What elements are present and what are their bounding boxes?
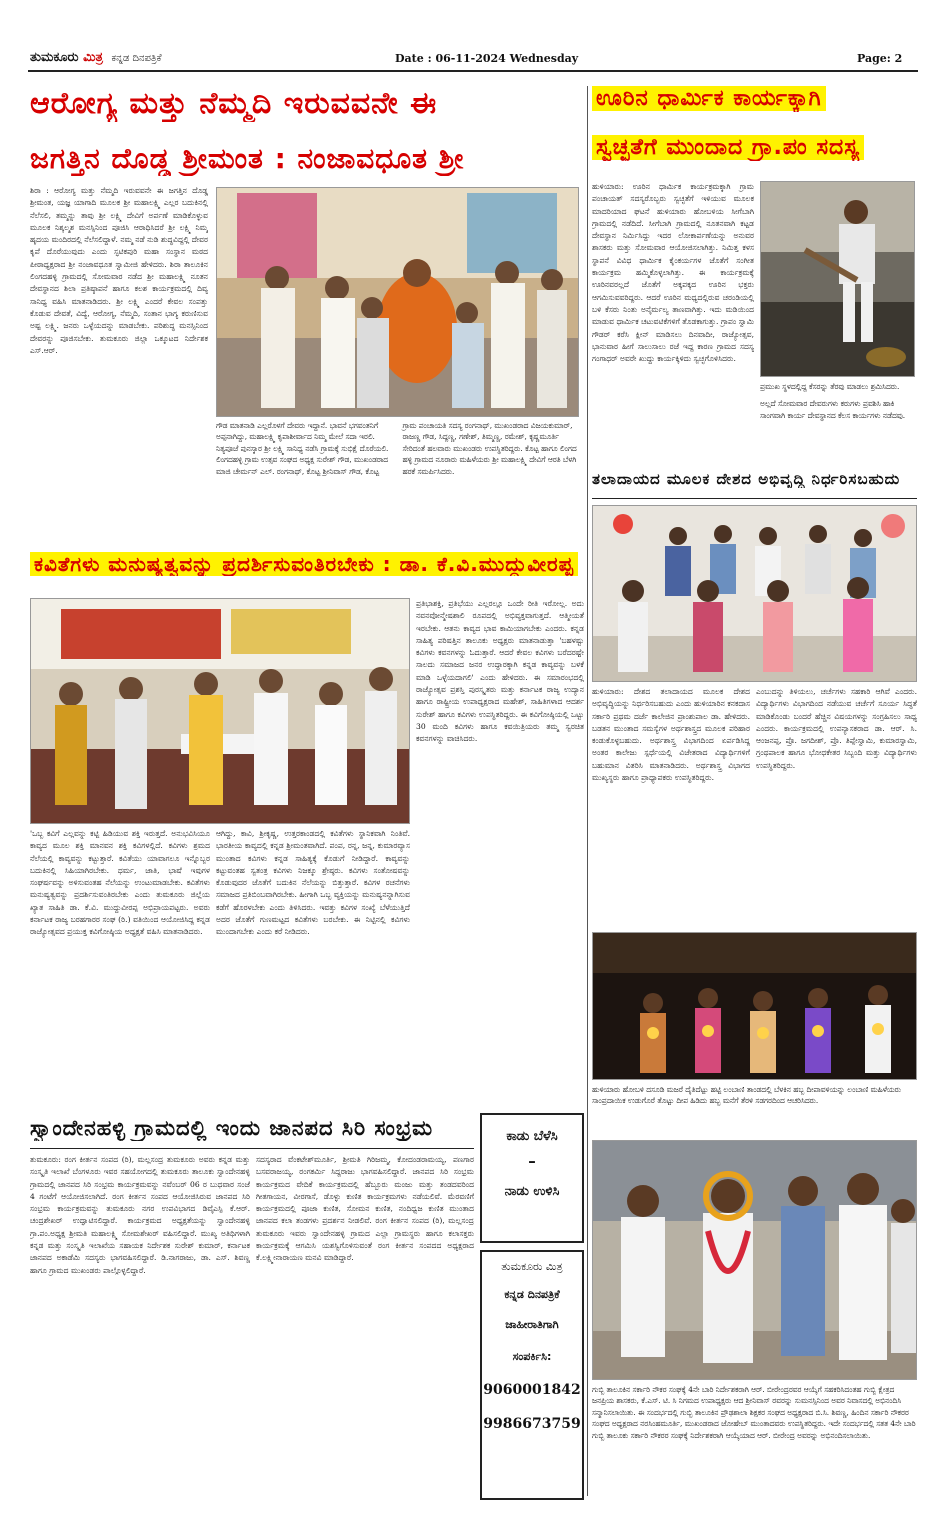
article2-headline-line1-text: ಊರಿನ ಧಾರ್ಮಿಕ ಕಾರ್ಯಕ್ಕಾಗಿ	[592, 86, 826, 111]
slogan-line2: ನಾಡು ಉಳಿಸಿ	[504, 1184, 560, 1199]
ad-phone-2[interactable]: 9986673759	[483, 1416, 581, 1432]
article2-photo-image	[761, 182, 915, 377]
article5-body-col1: ತುಮಕೂರು: ರಂಗ ಕೀರ್ತನ ಸಂಪದ (ರಿ), ಮಲ್ಲಸಂದ್ರ ತುಮಕೂರು ಅವರು ಕನ್ನಡ ಮತ್ತು ಸಂಸ್ಕೃತಿ ಇಲಾಖೆ ಬೆಂಗಳೂರು ಇವರ ಸಹಯೋಗದಲ್ಲಿ ತುಮಕೂರು ತಾಲೂಕು ಸ್ವಾಂದೇನಹಳ್ಳಿ ಗ್ರಾಮದಲ್ಲಿ ಜಾನಪದ ಸಿರಿ ಸಂಭ್ರಮ ಕಾರ್ಯಕ್ರಮವನ್ನು ನವೆಂಬರ್ 06 ರ ಬುಧವಾರ ಸಂಜೆ 4 ಗಂಟೆಗೆ ಆಯೋಜಿಸಲಾಗಿದೆ. ರಂಗ ಕೀರ್ತನ ಸಂಪದ ಆಯೋಜಿಸಿರುವ ಜಾನಪದ ಸಿರಿ ಸಂಭ್ರಮ ಕಾರ್ಯಕ್ರಮವನ್ನು ತುಮಕೂರು ನಗರ ಉಪವಿಭಾಗದ ಡಿವೈಎಸ್ಪಿ ಕೆ.ಆರ್. ಚಂದ್ರಶೇಖರ್ ಉದ್ಘಾಟಿಸಲಿದ್ದಾರೆ. ಕಾರ್ಯಕ್ರಮದ ಅಧ್ಯಕ್ಷತೆಯನ್ನು ಸ್ವಾಂದೇನಹಳ್ಳಿ ಗ್ರಾ.ಪಂ.ಅಧ್ಯಕ್ಷ ಶ್ರೀಮತಿ ಮಹಾಲಕ್ಷ್ಮಿ ಸೋಮಶೇಖರ್ ವಹಿಸಲಿದ್ದಾರೆ. ಮುಖ್ಯ ಅತಿಥಿಗಳಾಗಿ ಕನ್ನಡ ಮತ್ತು ಸಂಸ್ಕೃತಿ ಇಲಾಖೆಯ ಸಹಾಯಕ ನಿರ್ದೇಶಕ ಸುರೇಶ್ ಕುಮಾರ್, ಕರ್ನಾಟಕ ಜಾನಪದ ಅಕಾಡೆಮಿ ಸದಸ್ಯರು ಭಾಗವಹಿಸಲಿದ್ದಾರೆ. ಡಿ.ನಾಗರಾಜು, ಡಾ. ಎಸ್. ಶಿವಣ್ಣ ಹಾಗೂ ಗ್ರಾಮದ ಮುಖಂಡರು ಪಾಲ್ಗೊಳ್ಳಲಿದ್ದಾರೆ.	[30, 1155, 250, 1275]
article2-body-continued: ಅಲ್ಲದೆ ಸೋಮವಾರ ದೇವರುಗಳು ಕರುಗಳು ಪ್ರವಶಿಸಿ ಹಾಕಿ ಸಾಂಗವಾಗಿ ಕಾರ್ಯ ದೇವಸ್ಥಾನದ ಕೆಲಸ ಕಾರ್ಯಗಳು ನಡೆದವು.	[760, 399, 906, 420]
article7-photo-image	[593, 1141, 917, 1380]
article2-headline-line1	[592, 86, 917, 112]
article4-body-mid: ಆಗಿದ್ದು, ಕಾವಿ, ಶ್ರೀಕೃಷ್ಣ, ಉತ್ತರಕಾಂಡದಲ್ಲಿ ಕವಿತೆಗಳು ಸ್ಥಾನಿಕವಾಗಿ ನಿಂತಿವೆ. ಭಾರತೀಯ ಕಾವ್ಯದಲ್ಲಿ ಕನ್ನಡ ಶ್ರೀಮಂತವಾಗಿದೆ. ಪಂಪ, ರನ್ನ, ಜನ್ನ, ಕುಮಾರವ್ಯಾಸ ಮುಂತಾದ ಕವಿಗಳು ಕನ್ನಡ ಸಾಹಿತ್ಯಕ್ಕೆ ಕೊಡುಗೆ ನೀಡಿದ್ದಾರೆ. ಕಾವ್ಯವನ್ನು ಕಟ್ಟುವಂತಹ ಸ್ವತಂತ್ರ ಕವಿಗಳು ನಿಜಕ್ಕೂ ಶ್ರೇಷ್ಠರು. ಕವಿಗಳು ಸಂತೋಷವನ್ನು ಕೊಡುವುದರ ಜೊತೆಗೆ ಬದುಕಿನ ನೆಲೆಯನ್ನು ಬಿತ್ತುತ್ತಾರೆ. ಕವಿಗಳ ರಚನೆಗಳು ಸಮಾಜದ ಪ್ರತಿಬಿಂಬವಾಗಿರಬೇಕು. ಹೀಗಾಗಿ ಒಬ್ಬ ವ್ಯಕ್ತಿಯನ್ನು ಮನುಷ್ಯನನ್ನಾಗಿಸುವ ಕಡೆಗೆ ಹೊರಳಬೇಕು ಎಂದು ತಿಳಿಸಿದರು. ಇವತ್ತು ಕವಿಗಳ ಸಂಖ್ಯೆ ಬೆಳೆಯುತ್ತಿದೆ ಅದರ ಜೊತೆಗೆ ಗುಣಮಟ್ಟದ ಕವಿತೆಗಳು ಬರಬೇಕು. ಈ ನಿಟ್ಟಿನಲ್ಲಿ ಕವಿಗಳು ಮುಂದಾಗಬೇಕು ಎಂದು ಕರೆ ನೀಡಿದರು.	[216, 829, 410, 937]
article1-photo	[216, 187, 579, 417]
article2-caption-text: ಪ್ರಮುಖ ಸ್ಥಳದಲ್ಲಿದ್ದ ಕೆಸರನ್ನು ತೆರವು ಮಾಡಲು ಶ್ರಮಿಸಿದರು.	[760, 382, 900, 391]
article2-photo	[760, 181, 915, 377]
masthead-logo	[30, 50, 162, 65]
article5-body-col2: ಸದಸ್ಯರಾದ ವೆಂಕಟೇಶ್‌ಮೂರ್ತಿ, ಶ್ರೀಮತಿ ಗಿರಿಜಮ್ಮ, ಕೋದಂಡರಾಮಯ್ಯ, ಪಣಗಾರ ಬಸವರಾಜಯ್ಯ, ರಂಗಕರ್ಮಿ ಸಿದ್ದರಾಜು ಭಾಗವಹಿಸಲಿದ್ದಾರೆ. ಜಾನಪದ ಸಿರಿ ಸಂಭ್ರಮ ಕಾರ್ಯಕ್ರಮದ ವೇದಿಕೆ ಕಾರ್ಯಕ್ರಮದಲ್ಲಿ ಹೆಬ್ಬೂರು ಮಂಜು ಮತ್ತು ತಂಡದವರಿಂದ ಗೀತಗಾಯನ, ವೀರಗಾಸೆ, ಡೊಳ್ಳು ಕುಣಿತ ಕಾರ್ಯಕ್ರಮಗಳು ನಡೆಯಲಿವೆ. ಮೆರವಣಿಗೆ ಕಾರ್ಯಕ್ರಮದಲ್ಲಿ ಪೂಜಾ ಕುಣಿತ, ಸೋಮನ ಕುಣಿತ, ನಂದಿಧ್ವಜ ಕುಣಿತ ಮುಂತಾದ ಜಾನಪದ ಕಲಾ ತಂಡಗಳು ಪ್ರದರ್ಶನ ನೀಡಲಿವೆ. ರಂಗ ಕೀರ್ತನ ಸಂಪದ (ರಿ), ಮಲ್ಲಸಂದ್ರ ತುಮಕೂರು ಇವರು ಸ್ವಾಂದೇನಹಳ್ಳಿ ಗ್ರಾಮದ ಎಲ್ಲಾ ಗ್ರಾಮಸ್ಥರು ಹಾಗೂ ಕಲಾಸಕ್ತರು ಕಾರ್ಯಕ್ರಮಕ್ಕೆ ಆಗಮಿಸಿ ಯಶಸ್ವಿಗೊಳಿಸುವಂತೆ ರಂಗ ಕೀರ್ತನ ಸಂಪದದ ಅಧ್ಯಕ್ಷರಾದ ಕೆ.ಲಕ್ಷ್ಮೀನಾರಾಯಣ ಮನವಿ ಮಾಡಿದ್ದಾರೆ.	[256, 1155, 474, 1263]
issue-date: Date : 06-11-2024 Wednesday	[395, 52, 579, 65]
slogan-box	[480, 1113, 584, 1243]
ad-paper-subtitle: ಕನ್ನಡ ದಿನಪತ್ರಿಕೆ	[504, 1288, 560, 1301]
article6-photo-image	[593, 933, 917, 1080]
advertisement-box	[480, 1250, 584, 1500]
article6-photo	[592, 932, 917, 1080]
article4-body-left: 'ಒಬ್ಬ ಕವಿಗೆ ಎಲ್ಲವನ್ನು ಕಟ್ಟಿ ಹಿಡಿಯುವ ಶಕ್ತಿ ಇರುತ್ತದೆ. ಅನುಭವಿಸಿಯೂ ಕಾವ್ಯದ ಮೂಲ ಶಕ್ತಿ ಮಾನವನ ಶಕ್ತಿ ಕವಿಗಳಲ್ಲಿದೆ. ಕವಿಗಳು ಶ್ರಮದ ನೆಲೆಯಲ್ಲಿ ಕಾವ್ಯವನ್ನು ಕಟ್ಟುತ್ತಾರೆ. ಕವಿತೆಯು ಯಾವಾಗಲೂ ಇನ್ನೊಬ್ಬರ ಬದುಕಿನಲ್ಲಿ ಸಿಹಿಯಾಗಿರಬೇಕು. ಧರ್ಮ, ಜಾತಿ, ಭಾಷೆ ಇವುಗಳ ಸಂಘರ್ಷವನ್ನು ಅಳಿಸುವಂತಹ ನೆಲೆಯನ್ನು ಉಂಟುಮಾಡಬೇಕು. ಕವಿತೆಗಳು ಮನುಷ್ಯತ್ವವನ್ನು ಪ್ರದರ್ಶಿಸುವಂತಿರಬೇಕು ಎಂದು ತುಮಕೂರು ಜಿಲ್ಲೆಯ ಖ್ಯಾತ ಸಾಹಿತಿ ಡಾ. ಕೆ.ವಿ. ಮುದ್ದುವೀರಪ್ಪ ಅಭಿಪ್ರಾಯಪಟ್ಟರು. ಅವರು ಕರ್ನಾಟಕ ರಾಜ್ಯ ಬರಹಗಾರರ ಸಂಘ (ರಿ.) ವತಿಯಿಂದ ಆಯೋಜಿಸಿದ್ದ ಕನ್ನಡ ರಾಜ್ಯೋತ್ಸವದ ಪ್ರಯುಕ್ತ ಕವಿಗೋಷ್ಠಿಯ ಅಧ್ಯಕ್ಷತೆ ವಹಿಸಿ ಮಾತನಾಡಿದರು.	[30, 829, 210, 937]
article2-body: ಹುಳಿಯಾರು: ಊರಿನ ಧಾರ್ಮಿಕ ಕಾರ್ಯಕ್ರಮಕ್ಕಾಗಿ ಗ್ರಾಮ ಪಂಚಾಯತ್ ಸದಸ್ಯರೊಬ್ಬರು ಸ್ವಚ್ಛತೆಗೆ ಇಳಿಯುವ ಮೂಲಕ ಮಾದರಿಯಾದ ಘಟನೆ ಹುಳಿಯಾರು ಹೋಬಳಿಯ ಸೀಗೆಬಾಗಿ ಗ್ರಾಮದಲ್ಲಿ ನಡೆದಿದೆ. ಸೀಗೆಬಾಗಿ ಗ್ರಾಮದಲ್ಲಿ ನೂತನವಾಗಿ ಕಟ್ಟಡ ದೇವಸ್ಥಾನ ನಿರ್ಮಿಸಿದ್ದು ಇದರ ಲೋಕಾರ್ಪಣೆಯನ್ನು ಅನುವರ ಶಾಸಕರು ಮತ್ತು ಸೋಮವಾರ ಆಯೋಜಿಸಲಾಗಿತ್ತು. ನಿಮಿತ್ತ ಕಳಸ ಸ್ಥಾಪನೆ ವಿವಿಧ ಧಾರ್ಮಿಕ ಕೈಂಕರ್ಯಗಳ ಜೊತೆಗೆ ಸಂಗೀತ ಕಾರ್ಯಕ್ರಮ ಹಮ್ಮಿಕೊಳ್ಳಲಾಗಿತ್ತು. ಈ ಕಾರ್ಯಕ್ರಮಕ್ಕೆ ಊರಿನವರಲ್ಲದೆ ಜೊತೆಗೆ ಅಕ್ಕಪಕ್ಕದ ಊರಿನ ಭಕ್ತರು ಆಗಮಿಸುವವರಿದ್ದರು. ಆದರೆ ಊರಿನ ಮಧ್ಯದಲ್ಲಿರುವ ಚರಂಡಿಯಲ್ಲಿ ಬಳಿ ಕೆಸರು ನಿಂತು ಅನೈರ್ಮಲ್ಯ ತಾಣವಾಗಿತ್ತು. ಇದು ಮಡಿಯಿಂದ ಮಾಡುವ ಧಾರ್ಮಿಕ ಚಟುವಟಿಕೆಗಳಿಗೆ ತೊಡಕಾಗುತ್ತು. ಗ್ರಾಪಂ ಸ್ವಾಮಿ ಗೌಡರ್ ಕರೆಸಿ ಕ್ಲೀನ್ ಮಾಡಿಸಲು ದಿನವಾದೀ, ರಾಜ್ಯೋತ್ಸವ, ಭಾನುವಾರ ಹೀಗೆ ಸಾಲುಸಾಲು ರಜೆ ಇದ್ದ ಕಾರಣ ಗ್ರಾಮದ ಸದಸ್ಯ ಗಂಗಾಧರ್ ಅವರೇ ಖುದ್ದು ಕಾರ್ಯಕ್ಕಿಳಿದು ಸ್ವಚ್ಛಗೊಳಿಸಿದರು.	[592, 182, 754, 364]
ad-contact: ಸಂಪರ್ಕಿಸಿ:	[512, 1350, 552, 1363]
article1-caption: ಗೌಡ ಮಾತನಾಡಿ ಎಲ್ಲರೊಳಗೆ ದೇವರು ಇದ್ದಾನೆ. ಭಾವನೆ ಭಗವಂತನಿಗೆ ಅಪ್ಪನಾಗಿದ್ದು, ಮಹಾಲಕ್ಷ್ಮಿ ಕೃಪಾಶೀರ್ವಾದ ನಿಮ್ಮ ಮೇಲೆ ಸದಾ ಇರಲಿ. ನಿತ್ಯಪೂಜೆ ಪುನಸ್ಕಾರ ಶ್ರೀ ಲಕ್ಷ್ಮಿ ಸಾನಿಧ್ಯ ನಡೆಸಿ ಗ್ರಾಮಕ್ಕೆ ಸುಭಿಕ್ಷೆ ದೊರೆಯಲಿ. ಲಿಂಗದಹಳ್ಳಿ ಗ್ರಾಮ ಉತ್ಸವ ಸಂಘದ ಅಧ್ಯಕ್ಷ ಸುರೇಶ್ ಗೌಡ, ಮುಖಂಡರಾದ ಮಾಜಿ ಚೇರ್ಮನ್ ಎಲ್. ರಂಗನಾಥ್, ಕೊಟ್ಟ ಶ್ರೀನಿವಾಸ್ ಗೌಡ, ಕೊಟ್ಟ ಗ್ರಾಮ ಪಂಚಾಯತಿ ಸದಸ್ಯ ರಂಗನಾಥ್, ಮುಖಂಡರಾದ ವಿಜಯಕುಮಾರ್, ರಾಜಣ್ಣ ಗೌಡ, ಸಿದ್ದಣ್ಣ, ಗಣೇಶ್, ತಿಮ್ಮಣ್ಣ, ರಮೇಶ್, ಕೃಷ್ಣಮೂರ್ತಿ ಸೇರಿದಂತೆ ಹಲವಾರು ಮುಖಂಡರು ಉಪಸ್ಥಿತರಿದ್ದರು. ಕೊಟ್ಟ ಹಾಗೂ ಲಿಂಗದ ಹಳ್ಳಿ ಗ್ರಾಮದ ನೂರಾರು ಮಹಿಳೆಯರು ಶ್ರೀ ಮಹಾಲಕ್ಷ್ಮಿ ದೇವಿಗೆ ಆರತಿ ಬೆಳಗಿ ಹರಕೆ ಸಮರ್ಪಿಸಿದರು.	[216, 421, 577, 476]
article5-headline: ಸ್ವಾಂದೇನಹಳ್ಳಿ ಗ್ರಾಮದಲ್ಲಿ ಇಂದು ಜಾನಪದ ಸಿರಿ ಸಂಭ್ರಮ	[30, 1116, 434, 1140]
article6-caption: ಹುಳಿಯಾರು ಹೋಬಳಿ ದಸೂಡಿ ಮಜರೆ ದೈತಿದೆಟ್ಟು ಹಟ್ಟಿ ಲಂಬಾಣಿ ತಾಂಡದಲ್ಲಿ ಬೆಳಕಿನ ಹಬ್ಬ ದೀಪಾವಳಿಯನ್ನು ಲಂಬಾಣಿ ಮಹಿಳೆಯರು ಸಾಂಪ್ರದಾಯಿಕ ಉಡುಗೊರೆ ತೊಟ್ಟು ದೀಪ ಹಿಡಿದು ಹಬ್ಬ ಮನೆಗೆ ತೆರಳಿ ಸಡಗರದಿಂದ ಆಚರಿಸಿದರು.	[592, 1085, 901, 1106]
logo-subtitle: ಕನ್ನಡ ದಿನಪತ್ರಿಕೆ	[111, 53, 162, 64]
article3-body-col2: ಎಂಬುದನ್ನು ತಿಳಿಯಲು, ಚರ್ಚೆಗಳು ಸಹಕಾರಿ ಆಗಿವೆ ಎಂದರು. ವಿದ್ಯಾರ್ಥಿಗಳು ವಿಭಾಗದಿಂದ ನಡೆಯುವ ಚರ್ಚೆಗೆ ಸೂರ್ಯ ಸಿದ್ಧತೆ ಮಾಡಿಕೊಂಡು ಬಂದರೆ ಹೆಚ್ಚಿನ ವಿಷಯಗಳನ್ನು ಸಂಗ್ರಹಿಸಲು ಸಾಧ್ಯ ಎಂದರು. ಕಾರ್ಯಕ್ರಮದಲ್ಲಿ ಉಪನ್ಯಾಸಕರಾದ ಡಾ. ಆರ್. ಸಿ. ಆಂಜನಪ್ಪ, ಪ್ರೊ. ಜಗದೀಶ್, ಪ್ರೊ. ತಿಪ್ಪೇಸ್ವಾಮಿ, ಕುಮಾರಸ್ವಾಮಿ, ಗ್ರಂಥಪಾಲಕ ಹಾಗೂ ಭೋಧಕೇತರ ಸಿಬ್ಬಂದಿ ಮತ್ತು ವಿದ್ಯಾರ್ಥಿಗಳು ಉಪಸ್ಥಿತರಿದ್ದರು.	[756, 687, 917, 770]
article3-headline: ತಲಾದಾಯದ ಮೂಲಕ ದೇಶದ ಅಭಿವೃದ್ಧಿ ನಿರ್ಧರಿಸಬಹುದು	[592, 470, 901, 488]
page-number: Page: 2	[857, 52, 903, 65]
article1-photo-image	[217, 188, 579, 417]
masthead-rule	[28, 70, 918, 72]
article4-body-right: ಪ್ರತಿಭಾಶಕ್ತಿ, ಪ್ರತಿಭೆಯು ಎಲ್ಲರಲ್ಲೂ ಒಂದೇ ರೀತಿ ಇರೋಲ್ಲ. ಅದು ನವನವೋನ್ಮೇಷಶಾಲಿ ರೂಪದಲ್ಲಿ ಅಭಿವ್ಯಕ್ತವಾಗುತ್ತದೆ. ಆತ್ಮೀಯತೆ ಇರಬೇಕು. ಆತನು ಕಾವ್ಯದ ಭಾವ ಕಾಮಿಯಾಗಬೇಕು ಎಂದರು. ಕನ್ನಡ ಸಾಹಿತ್ಯ ಪರಿಷತ್ತಿನ ತಾಲೂಕು ಅಧ್ಯಕ್ಷರು ಮಾತನಾಡುತ್ತಾ 'ಬಹಳಷ್ಟು ಕವಿಗಳು ಕವನಗಳನ್ನು ಓದುತ್ತಾರೆ. ಆದರೆ ಕೇವಲ ಕವಿಗಳು ಬರೆದರಷ್ಟೇ ಸಾಲದು ಸಮಾಜದ ಜನರ ಉದ್ಧಾರಕ್ಕಾಗಿ ಕನ್ನಡ ಕಾವ್ಯವನ್ನು ಬಳಕೆ ಮಾಡಿ ಒಳ್ಳೆಯದಾಗಲಿ' ಎಂದು ಹೇಳಿದರು. ಈ ಸಮಾರಂಭದಲ್ಲಿ ರಾಜ್ಯೋತ್ಸವ ಪ್ರಶಸ್ತಿ ಪುರಸ್ಕೃತರು ಮತ್ತು ಕರ್ನಾಟಕ ರಾಜ್ಯ ಉದ್ಯಾನ ಹಾಗೂ ರಾಷ್ಟ್ರೀಯ ಉಪಾಧ್ಯಕ್ಷರಾದ ಮಹೇಶ್, ಸಾಹಿತಿಗಳಾದ ಆದರ್ಶ ಸುರೇಶ್ ಹಾಗೂ ಕವಿಗಳು ಉಪಸ್ಥಿತರಿದ್ದರು. ಈ ಕವಿಗೋಷ್ಠಿಯಲ್ಲಿ ಒಟ್ಟು 30 ಮಂದಿ ಕವಿಗಳು ಹಾಗೂ ಕವಯಿತ್ರಿಯರು ತಮ್ಮ ಸ್ವರಚಿತ ಕವನಗಳನ್ನು ವಾಚಿಸಿದರು.	[416, 599, 584, 744]
article4-photo-image	[31, 599, 410, 824]
ad-phone-1[interactable]: 9060001842	[483, 1382, 581, 1398]
article1-headline-line2: ಜಗತ್ತಿನ ದೊಡ್ಡ ಶ್ರೀಮಂತ : ನಂಜಾವಧೂತ ಶ್ರೀ	[30, 142, 465, 175]
slogan-line1: ಕಾಡು ಬೆಳೆಸಿ	[506, 1129, 558, 1144]
article2-headline-line2-text: ಸ್ವಚ್ಛತೆಗೆ ಮುಂದಾದ ಗ್ರಾ.ಪಂ ಸದಸ್ಯ	[592, 135, 864, 160]
article4-headline	[30, 552, 580, 576]
article7-caption: ಗುಬ್ಬಿ ತಾಲೂಕಿನ ಸರ್ಕಾರಿ ನೌಕರ ಸಂಘಕ್ಕೆ 4ನೇ ಬಾರಿ ನಿರ್ದೇಶಕರಾಗಿ ಆರ್. ಬೀರೇಂದ್ರರವರ ಆಯ್ಕೆಗೆ ಸಹಕರಿಸಿದಂತಹ ಗುಬ್ಬಿ ಕ್ಷೇತ್ರದ ಜನಪ್ರಿಯ ಶಾಸಕರು, ಕೆ.ಎಸ್. ಟಿ. ಸಿ ನಿಗಮದ ಉಪಾಧ್ಯಕ್ಷರು ಆದ ಶ್ರೀನಿವಾಸ್ ರವರನ್ನು ಸುಮನಸ್ಸಿನಿಂದ ಅವರ ನಿವಾಸದಲ್ಲಿ ಅಭಿನಂದಿಸಿ ಸನ್ಮಾನಿಸಲಾಯಿತು. ಈ ಸಂದರ್ಭದಲ್ಲಿ ಗುಬ್ಬಿ ತಾಲೂಕಿನ ಪ್ರೌಢಶಾಲಾ ಶಿಕ್ಷಕರ ಸಂಘದ ಅಧ್ಯಕ್ಷರಾದ ಬಿ.ಸಿ. ಶಿವಣ್ಣ, ಹಿಂದಿನ ಸರ್ಕಾರಿ ನೌಕರರ ಸಂಘದ ಅಧ್ಯಕ್ಷರಾದ ನರಸಿಂಹಮೂರ್ತಿ, ಮುಖಂಡರಾದ ಜೋಹೇಬ್ ಮುಂತಾದವರು ಉಪಸ್ಥಿತರಿದ್ದರು. ಇದೇ ಸಂದರ್ಭದಲ್ಲಿ ಸತತ 4ನೇ ಬಾರಿ ಗುಬ್ಬಿ ತಾಲೂಕು ಸರ್ಕಾರಿ ನೌಕರರ ಸಂಘಕ್ಕೆ ನಿರ್ದೇಶಕರಾಗಿ ಆಯ್ಕೆಯಾದ ಆರ್. ಬೀರೇಂದ್ರ ಅವರನ್ನು ಅಭಿನಂದಿಸಲಾಯಿತು.	[592, 1385, 916, 1440]
article1-body-col1: ಶಿರಾ : ಆರೋಗ್ಯ ಮತ್ತು ನೆಮ್ಮದಿ ಇರುವವನೇ ಈ ಜಗತ್ತಿನ ದೊಡ್ಡ ಶ್ರೀಮಂತ, ಯಜ್ಞ ಯಾಗಾದಿ ಮೂಲಕ ಶ್ರೀ ಮಹಾಲಕ್ಷ್ಮಿ ಎಲ್ಲರ ಬದುಕಿನಲ್ಲಿ ನೆಲೆಸಲಿ, ತಮ್ಮನ್ನು ತಾವು ಶ್ರೀ ಲಕ್ಷ್ಮಿ ದೇವಿಗೆ ಅರ್ಪಣೆ ಮಾಡಿಕೊಳ್ಳುವ ಮೂಲಕ ನಿಶ್ಕಲ್ಮಶ ಮನಸ್ಸಿನಿಂದ ಪೂಜಿಸಿ ಆರಾಧಿಸಿದರೆ ಶ್ರೀ ಲಕ್ಷ್ಮಿ ನಿಮ್ಮ ಹೃದಯ ಮಂದಿರದಲ್ಲಿ ನೆಲೆಸಲಿದ್ದಾಳೆ. ನಮ್ಮ ನಡೆ ನುಡಿ ಶುದ್ಧವಿದ್ದಲ್ಲಿ ದೇವರ ಕೃಪೆ ದೊರೆಯುವುದು ಎಂದು ಸ್ಫಟಿಕಪುರಿ ಮಹಾ ಸಂಸ್ಥಾನ ಮಠದ ಪೀಠಾಧ್ಯಕ್ಷರಾದ ಶ್ರೀ ನಂಜಾವಧೂತ ಸ್ವಾಮೀಜಿ ಹೇಳಿದರು. ಶಿರಾ ತಾಲೂಕಿನ ಲಿಂಗದಹಳ್ಳಿ ಗ್ರಾಮದಲ್ಲಿ ಸೋಮವಾರ ನಡೆದ ಶ್ರೀ ಮಹಾಲಕ್ಷ್ಮಿ ನೂತನ ದೇವಸ್ಥಾನದ ಶಿಲಾ ಪ್ರತಿಷ್ಠಾಪನೆ ಹಾಗೂ ಕಲಶ ಕಾರ್ಯಕ್ರಮದಲ್ಲಿ ದಿವ್ಯ ಸಾನಿಧ್ಯ ವಹಿಸಿ ಮಾತನಾಡಿದರು. ಶ್ರೀ ಲಕ್ಷ್ಮಿ ಎಂದರೆ ಕೇವಲ ಸಂಪತ್ತು ಕೊಡುವ ದೇವತೆ, ವಿದ್ಯೆ, ಆರೋಗ್ಯ, ನೆಮ್ಮದಿ, ಸಂತಾನ ಭಾಗ್ಯ ಕರುಣಿಸುವ ಅಷ್ಟ ಲಕ್ಷ್ಮಿ. ಜನರು ಒಳ್ಳೆಯದನ್ನು ಮಾಡಬೇಕು. ಪರಿಶುದ್ಧ ಮನಸ್ಸಿನಿಂದ ದೇವರನ್ನು ಪೂಜಿಸಬೇಕು. ತುಮಕೂರು ಜಿಲ್ಲಾ ಒಕ್ಕೂಟದ ನಿರ್ದೇಶಕ ಎಸ್.ಆರ್.	[30, 186, 208, 355]
ad-paper-name: ತುಮಕೂರು ಮಿತ್ರ	[501, 1260, 563, 1273]
article3-photo-image	[593, 506, 917, 682]
article1-headline-line1: ಆರೋಗ್ಯ ಮತ್ತು ನೆಮ್ಮದಿ ಇರುವವನೇ ಈ	[30, 86, 438, 121]
slogan-dash: –	[528, 1152, 536, 1170]
article7-photo	[592, 1140, 917, 1380]
article2-headline-line2	[592, 135, 917, 161]
ad-for-ads: ಜಾಹೀರಾತಿಗಾಗಿ	[505, 1318, 559, 1331]
column-divider	[587, 86, 588, 1496]
article3-rule	[592, 498, 917, 499]
article4-headline-text: ಕವಿತೆಗಳು ಮನುಷ್ಯತ್ವವನ್ನು ಪ್ರದರ್ಶಿಸುವಂತಿರಬೇಕು : ಡಾ. ಕೆ.ವಿ.ಮುದ್ದುವೀರಪ್ಪ	[30, 552, 578, 576]
logo-text-1: ತುಮಕೂರು	[30, 50, 79, 65]
article3-body-col1: ಹುಳಿಯಾರು: ದೇಶದ ತಲಾದಾಯದ ಮೂಲಕ ದೇಶದ ಅಭಿವೃದ್ಧಿಯನ್ನು ನಿರ್ಧರಿಸಬಹುದು ಎಂದು ಹುಳಿಯಾರಿನ ಕನಕದಾಸ ಸರ್ಕಾರಿ ಪ್ರಥಮ ದರ್ಜೆ ಕಾಲೇಜಿನ ಪ್ರಾಂಶುಪಾಲ ಡಾ. ಹೇಳಿದರು. ಬಡತನ ಮುಂತಾದ ಸಮಸ್ಯೆಗಳ ಅರ್ಥಶಾಸ್ತ್ರದ ಮೂಲಕ ಪರಿಹಾರ ಕಂಡುಕೊಳ್ಳಬಹುದು. ಅರ್ಥಶಾಸ್ತ್ರ ವಿಭಾಗದಿಂದ ಏರ್ಪಡಿಸಿದ್ದ ಅಂತರ ಕಾಲೇಜು ಸ್ಪರ್ಧೆಯಲ್ಲಿ ವಿಜೇತರಾದ ವಿದ್ಯಾರ್ಥಿಗಳಿಗೆ ಬಹುಮಾನ ವಿತರಿಸಿ ಮಾತನಾಡಿದರು. ಅರ್ಥಶಾಸ್ತ್ರ ವಿಭಾಗದ ಮುಖ್ಯಸ್ಥರು ಹಾಗೂ ಪ್ರಾಧ್ಯಾಪಕರು ಉಪಸ್ಥಿತರಿದ್ದರು.	[592, 687, 750, 783]
article5-rule	[30, 1148, 474, 1149]
article2-caption	[760, 381, 915, 463]
article4-photo	[30, 598, 410, 824]
logo-text-2: ಮಿತ್ರ	[83, 50, 103, 65]
article3-photo	[592, 505, 917, 682]
